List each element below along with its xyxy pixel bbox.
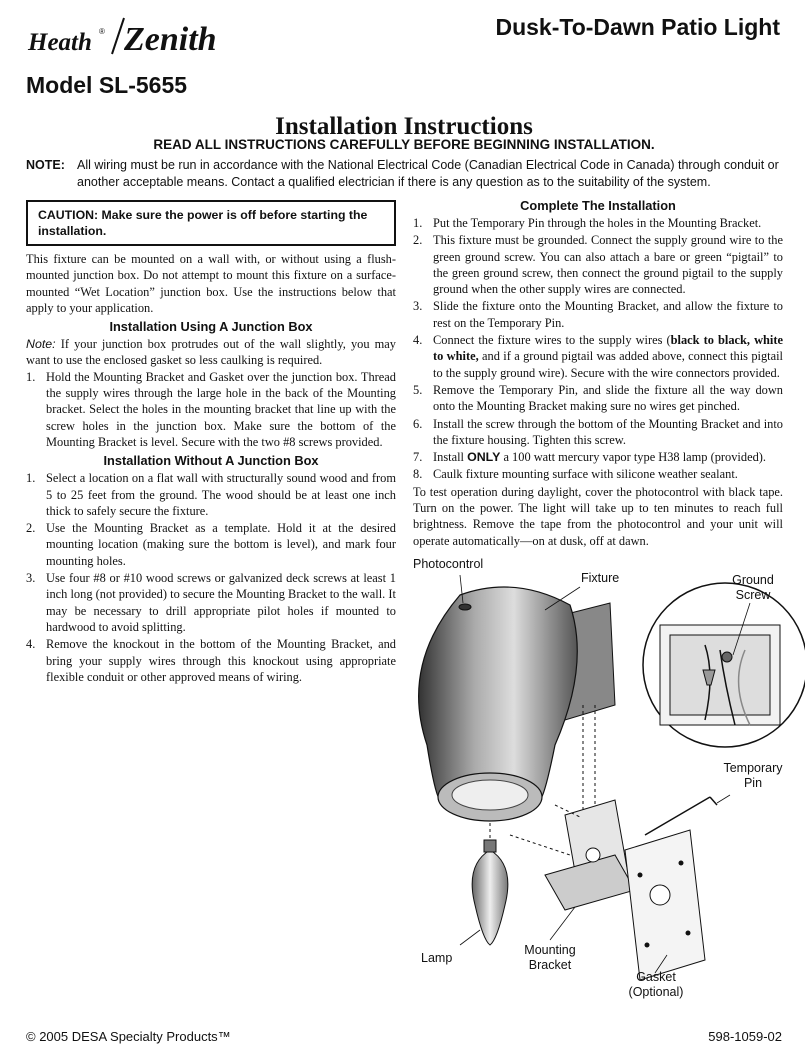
- junction-box-steps: [26, 369, 396, 450]
- list-item: 7. Install ONLY a 100 watt mercury vapor type H38 lamp (provided).: [413, 450, 766, 465]
- complete-installation-heading: Complete The Installation: [520, 198, 676, 213]
- junction-note-label: Note:: [26, 337, 56, 352]
- note-text: All wiring must be run in accordance with the National Electrical Code (Canadian Electrical Code in Canada) through conduit or another acceptable means. Contact a qualified electrician if there is any question as to the suitability of the system.: [77, 158, 779, 189]
- right-column: [413, 198, 783, 549]
- page-title: Installation Instructions: [275, 113, 533, 140]
- product-title: Dusk-To-Dawn Patio Light: [495, 14, 780, 40]
- list-item: 4. Connect the fixture wires to the supply wires (black to black, white to white, and if a ground pigtail was added above, connect this pigtail to the supply ground wire). Secure with the wire connectors provided.: [413, 333, 783, 380]
- brand-logo: [26, 14, 248, 58]
- list-item: 3. Use four #8 or #10 wood screws or galvanized deck screws at least 1 inch long (not provided) to secure the Mounting Bracket to the wall. It may be necessary to drill appropriate pilot holes if mounted to hardwood to avoid splitting.: [26, 571, 396, 634]
- left-column: [26, 200, 396, 686]
- list-item: 1. Select a location on a flat wall with structurally sound wood and from 5 to 25 feet from the ground. The wood should be at least one inch thick to safely secure the fixture.: [26, 471, 396, 518]
- label-fixture: Fixture: [581, 571, 620, 585]
- list-item: 2. This fixture must be grounded. Connect the supply ground wire to the green ground screw. You can also attach a bare or green “pigtail” to the green ground screw, then connect the ground pigtail to the supply ground when the other supply wires are connected.: [413, 233, 783, 297]
- list-item: 2. Use the Mounting Bracket as a template. Hold it at the desired mounting location (making sure the bottom is level), and mark four mounting holes.: [26, 521, 396, 568]
- junction-box-note: [26, 336, 396, 369]
- list-item: 6. Install the screw through the bottom of the Mounting Bracket and into the fixture housing. Tighten this screw.: [413, 416, 783, 447]
- fixture-body: [419, 587, 578, 800]
- lamp-bulb: [472, 850, 508, 945]
- caution-box: CAUTION: Make sure the power is off before starting the installation.: [26, 200, 396, 246]
- svg-text:Zenith: Zenith: [124, 21, 217, 58]
- complete-installation-steps: [413, 215, 783, 483]
- installation-diagram: [405, 555, 805, 1015]
- junction-note-text: If your junction box protrudes out of the wall slightly, you may want to use the enclosed gasket so less caulking is required.: [26, 337, 396, 368]
- copyright: © 2005 DESA Specialty Products™: [26, 1029, 231, 1044]
- svg-text:®: ®: [99, 27, 105, 36]
- list-item: 3. Slide the fixture onto the Mounting Bracket, and allow the fixture to rest on the Temporary Pin.: [413, 299, 783, 330]
- model-number: Model SL-5655: [26, 72, 188, 98]
- label-lamp: Lamp: [421, 951, 453, 965]
- svg-text:Heath: Heath: [28, 29, 92, 56]
- list-item: 1. Hold the Mounting Bracket and Gasket over the junction box. Thread the supply wires through the large hole in the back of the Mounting bracket. Select the holes in the mounting bracket that line up with the screw holes in the junction box. Make sure the bottom of the Mounting Bracket is level. Secure with the two #8 screws provided.: [26, 369, 396, 449]
- list-item: 5. Remove the Temporary Pin, and slide the fixture all the way down onto the Mounting Bracket making sure no wires get pinched.: [413, 382, 783, 414]
- no-junction-box-steps: [26, 470, 396, 685]
- label-temporary-pin: Temporary Pin: [723, 761, 783, 790]
- junction-box-heading: Installation Using A Junction Box: [109, 319, 313, 335]
- wiring-note: [26, 157, 786, 191]
- intro-paragraph: This fixture can be mounted on a wall with, or without using a flush-mounted junction box. Do not attempt to mount this fixture on a surface-mounted “Wet Location” junction box. Use the instructions below that apply to your application.: [26, 252, 396, 315]
- list-item: 1. Put the Temporary Pin through the holes in the Mounting Bracket.: [413, 216, 762, 230]
- label-gasket: Gasket (Optional): [628, 970, 684, 999]
- temporary-pin: [645, 797, 710, 835]
- part-number: 598-1059-02: [708, 1029, 782, 1044]
- no-junction-box-heading: Installation Without A Junction Box: [103, 453, 319, 469]
- test-operation-paragraph: To test operation during daylight, cover the photocontrol with black tape. Turn on the power. The light will take up to ten minutes to reach full brightness. Remove the tape from the photocontrol and your unit will operate automatically—on at dusk, off at dawn.: [413, 484, 783, 548]
- list-item: 4. Remove the knockout in the bottom of the Mounting Bracket, and bring your supply wires through this knockout using appropriate flexible conduit or other approved means of wiring.: [26, 637, 396, 684]
- label-mounting-bracket: Mounting Bracket: [524, 943, 576, 972]
- label-ground-screw: Ground Screw: [732, 573, 774, 602]
- read-all-warning: READ ALL INSTRUCTIONS CAREFULLY BEFORE BEGINNING INSTALLATION.: [153, 137, 655, 152]
- note-label: NOTE:: [26, 158, 65, 172]
- label-photocontrol: Photocontrol: [413, 557, 484, 571]
- list-item: 8. Caulk fixture mounting surface with silicone weather sealant.: [413, 467, 738, 482]
